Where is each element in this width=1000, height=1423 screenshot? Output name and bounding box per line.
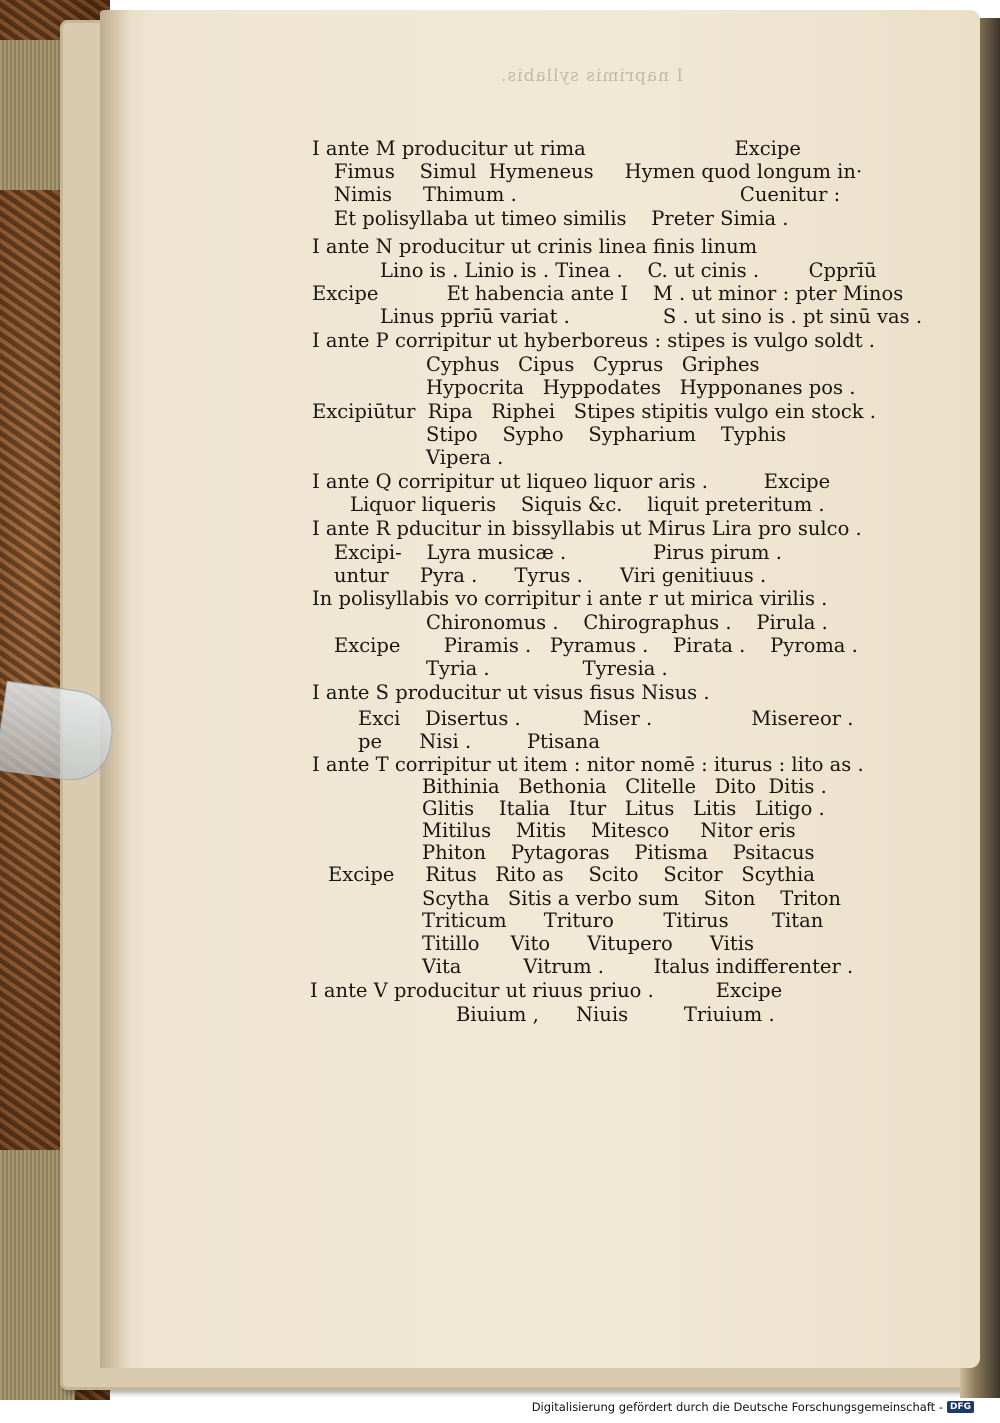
text-line: Tyria . Tyresia . [426,657,668,680]
text-line: Chironomus . Chirographus . Pirula . [426,611,828,634]
text-line: Excipe Piramis . Pyramus . Pirata . Pyroma . [334,634,858,657]
text-line: I ante P corripitur ut hyberboreus : stipes is vulgo soldt . [312,329,875,352]
text-line: In polisyllabis vo corripitur i ante r ut mirica virilis . [312,587,828,610]
text-line: Fimus Simul Hymeneus Hymen quod longum in· [334,160,863,183]
text-line: Stipo Sypho Sypharium Typhis [426,423,787,446]
text-line: I ante Q corripitur ut liqueo liquor aris . Excipe [312,470,831,493]
text-line: Cyphus Cipus Cyprus Griphes [426,353,760,376]
text-line: Vita Vitrum . Italus indifferenter . [422,955,854,978]
footer [532,1400,974,1414]
text-line: Bithinia Bethonia Clitelle Dito Ditis . [422,775,827,798]
text-line: Lino is . Linio is . Tinea . C. ut cinis . Cpprīū [380,259,877,282]
text-line: I ante V producitur ut riuus priuo . Excipe [310,979,783,1002]
text-line: Linus pprīū variat . S . ut sino is . pt sinū vas . [380,305,923,328]
text-line: Exci Disertus . Miser . Misereor . [358,707,854,730]
text-line: Scytha Sitis a verbo sum Siton Triton [422,887,841,910]
text-line: Excipe Et habencia ante I M . ut minor : pter Minos [312,282,904,305]
text-line: Titillo Vito Vitupero Vitis [422,932,754,955]
dfg-logo: DFG [947,1401,974,1413]
text-line: I ante T corripitur ut item : nitor nomē : iturus : lito as . [312,753,864,776]
text-line: untur Pyra . Tyrus . Viri genitiuus . [334,564,767,587]
text-line: I ante R pducitur in bissyllabis ut Mirus Lira pro sulco . [312,517,862,540]
text-line: Et polisyllaba ut timeo similis Preter Simia . [334,207,789,230]
text-line: pe Nisi . Ptisana [358,730,600,753]
text-line: Phiton Pytagoras Pitisma Psitacus [422,841,815,864]
text-line: Triticum Trituro Titirus Titan [422,909,824,932]
gutter-shadow [100,10,130,1368]
text-line: Excipiūtur Ripa Riphei Stipes stipitis vulgo ein stock . [312,400,876,423]
text-line: Excipe Ritus Rito as Scito Scitor Scythia [328,863,815,886]
footer-credit: Digitalisierung gefördert durch die Deutsche Forschungsgemeinschaft - [531,1400,943,1414]
text-line: Vipera . [426,446,504,469]
text-line: I ante M producitur ut rima Excipe [312,137,801,160]
bleed-through-header: I naprimis syllabis. [500,66,684,86]
text-line: I ante N producitur ut crinis linea finis linum [312,235,758,258]
text-line: Nimis Thimum . Cuenitur : [334,183,841,206]
text-line: Biuium , Niuis Triuium . [456,1003,775,1026]
text-line: Hypocrita Hyppodates Hypponanes pos . [426,376,856,399]
text-line: Liquor liqueris Siquis &c. liquit preteritum . [350,493,825,516]
text-line: Glitis Italia Itur Litus Litis Litigo . [422,797,825,820]
text-line: I ante S producitur ut visus fisus Nisus . [312,681,710,704]
text-line: Excipi- Lyra musicæ . Pirus pirum . [334,541,782,564]
text-line: Mitilus Mitis Mitesco Nitor eris [422,819,796,842]
